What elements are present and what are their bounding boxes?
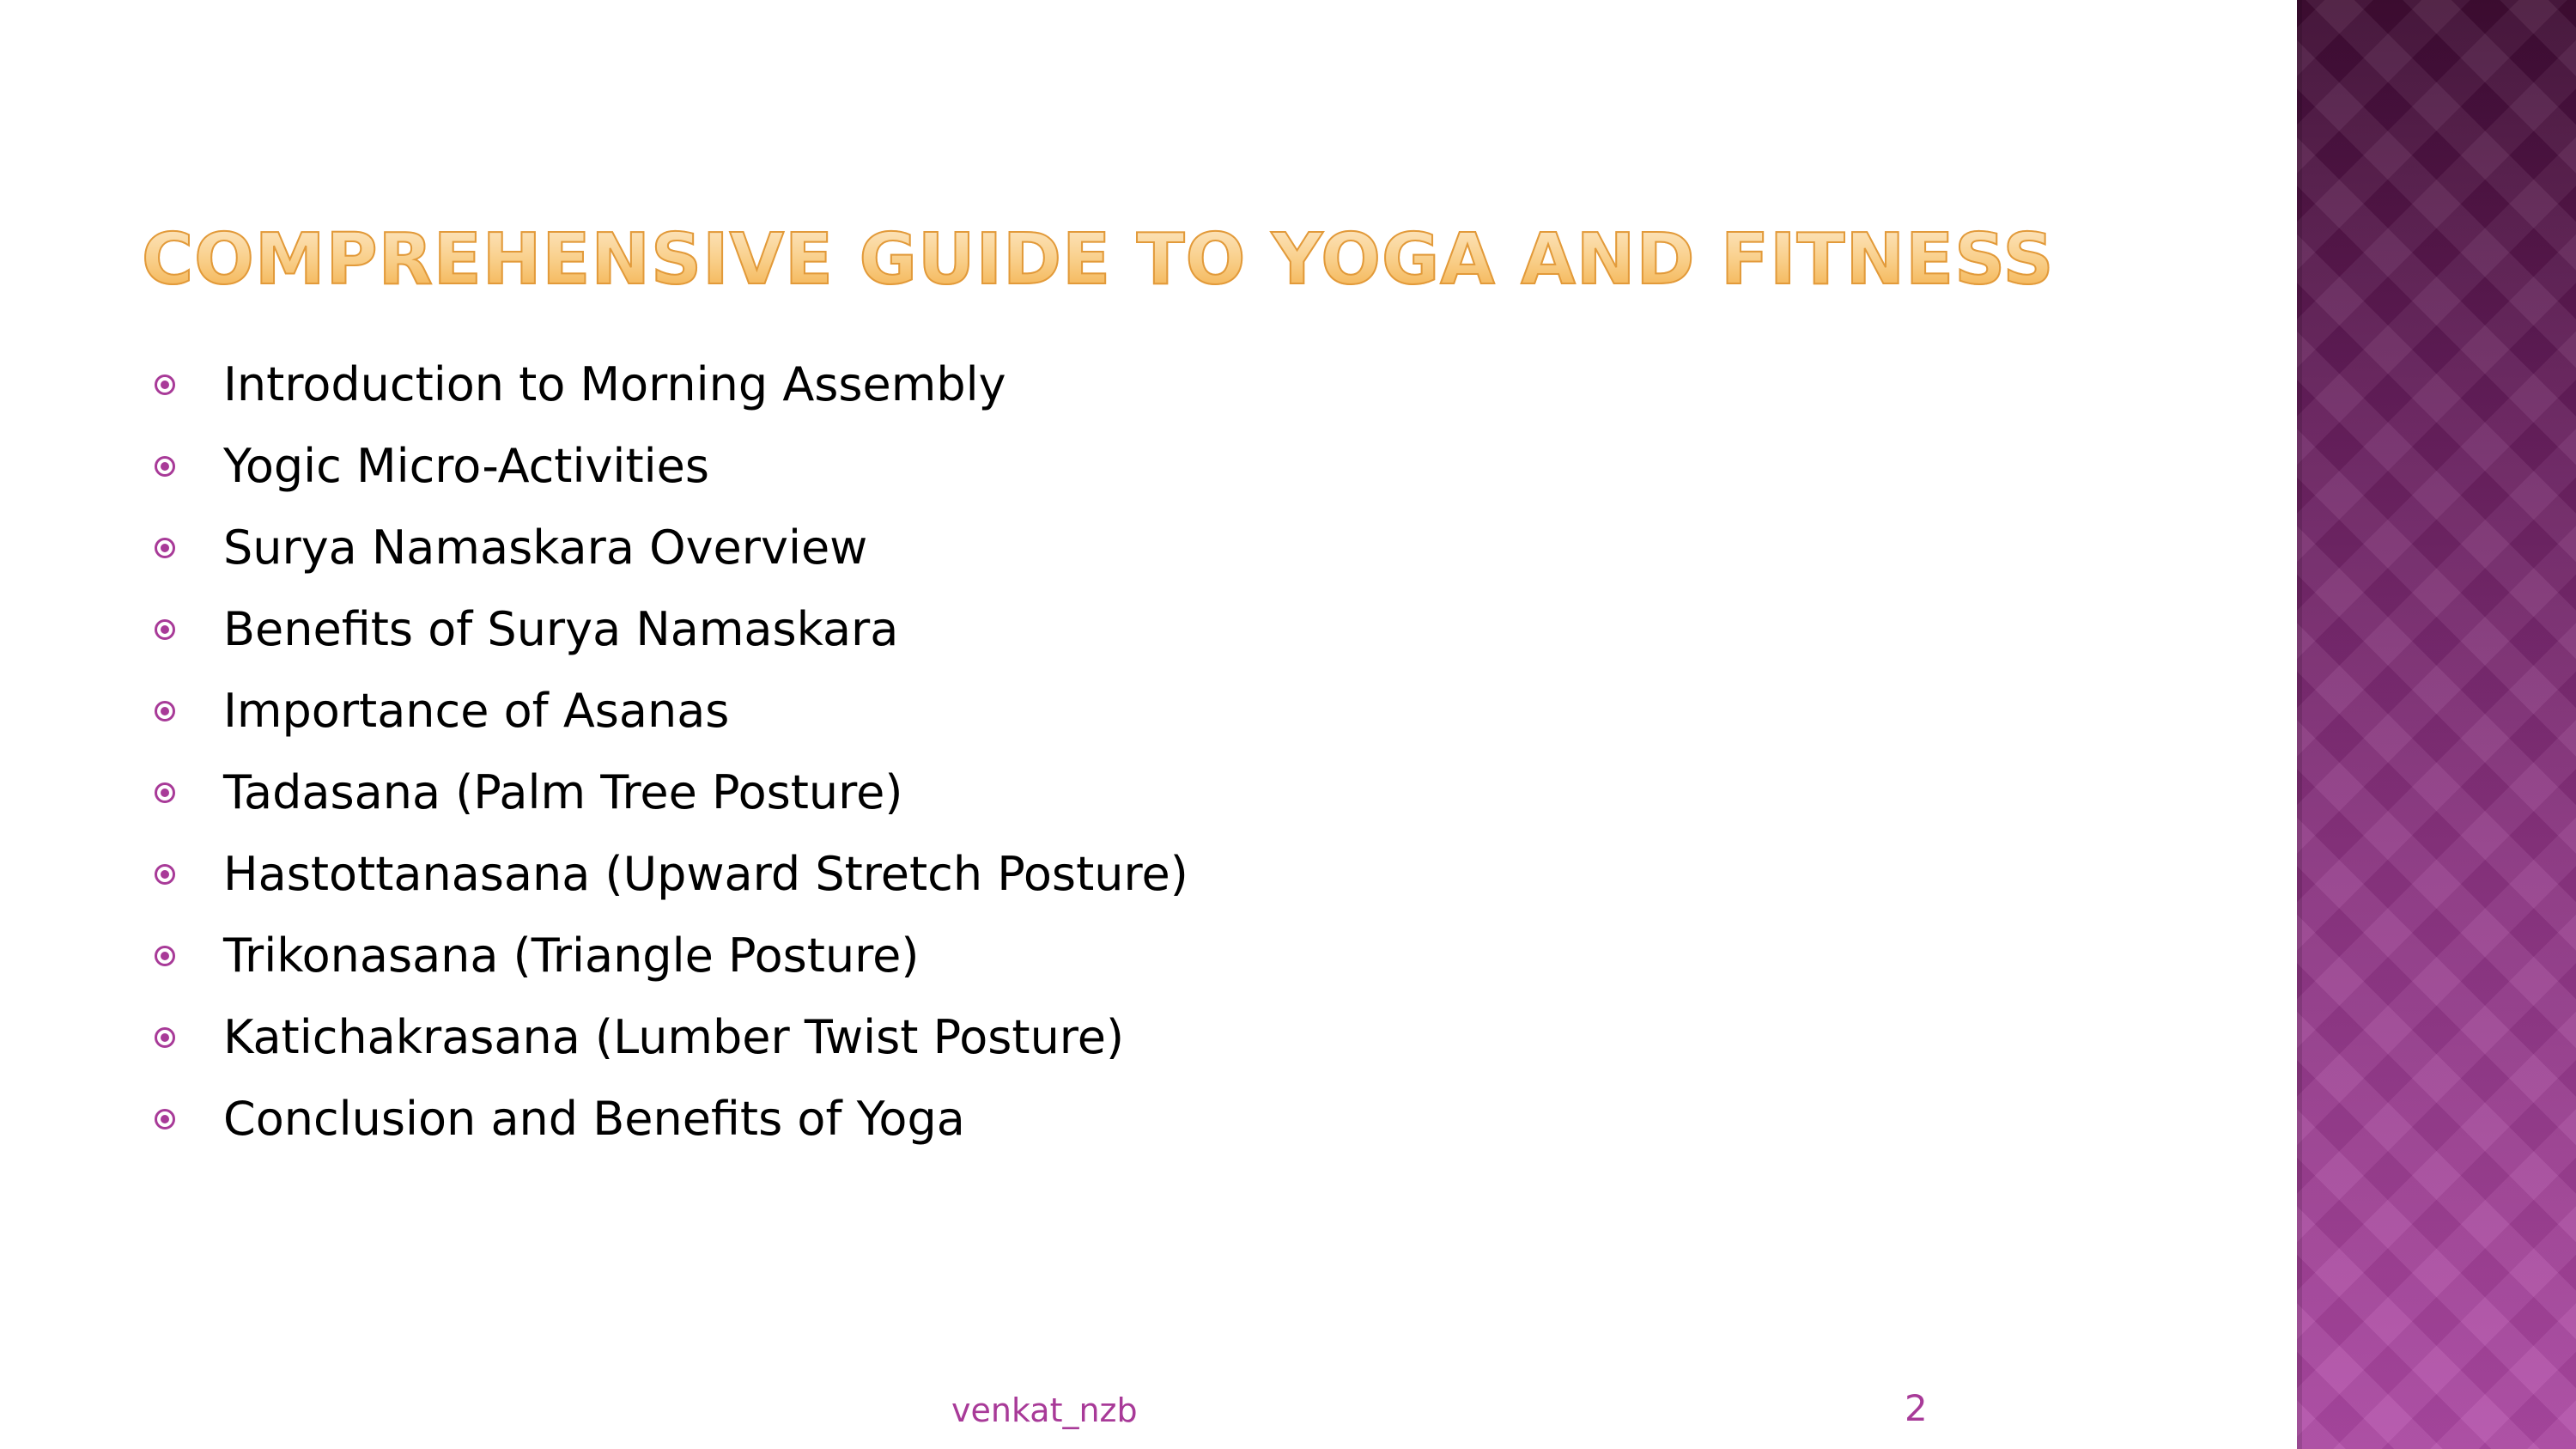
list-item-text: Introduction to Morning Assembly (223, 357, 1006, 411)
circle-dot-icon (155, 701, 175, 721)
list-item-text: Yogic Micro-Activities (223, 439, 709, 493)
circle-dot-icon (155, 782, 175, 803)
list-item-text: Benefits of Surya Namaskara (223, 602, 899, 656)
list-item (155, 344, 1188, 425)
list-item (155, 507, 1188, 588)
list-item (155, 588, 1188, 670)
circle-dot-icon (155, 374, 175, 395)
list-item-text: Conclusion and Benefits of Yoga (223, 1092, 965, 1146)
circle-dot-icon (155, 456, 175, 477)
list-item-text: Surya Namaskara Overview (223, 521, 868, 575)
bullet-list (155, 344, 1188, 1160)
list-item (155, 752, 1188, 833)
circle-dot-icon (155, 538, 175, 558)
circle-dot-icon (155, 1109, 175, 1129)
list-item-text: Importance of Asanas (223, 684, 730, 738)
list-item-text: Katichakrasana (Lumber Twist Posture) (223, 1010, 1125, 1064)
circle-dot-icon (155, 619, 175, 640)
list-item (155, 915, 1188, 996)
side-panel-edge (2297, 0, 2302, 1449)
circle-dot-icon (155, 864, 175, 885)
slide-title: COMPREHENSIVE GUIDE TO YOGA AND FITNESS (142, 219, 2055, 301)
list-item-text: Hastottanasana (Upward Stretch Posture) (223, 847, 1188, 901)
list-item (155, 833, 1188, 915)
list-item-text: Trikonasana (Triangle Posture) (223, 928, 920, 983)
list-item (155, 996, 1188, 1078)
decorative-side-panel (2297, 0, 2576, 1449)
footer-author: venkat_nzb (951, 1391, 1138, 1429)
list-item (155, 670, 1188, 752)
list-item (155, 1078, 1188, 1160)
list-item-text: Tadasana (Palm Tree Posture) (223, 765, 903, 819)
page-number: 2 (1905, 1387, 1928, 1429)
circle-dot-icon (155, 1027, 175, 1048)
circle-dot-icon (155, 946, 175, 966)
list-item (155, 425, 1188, 507)
